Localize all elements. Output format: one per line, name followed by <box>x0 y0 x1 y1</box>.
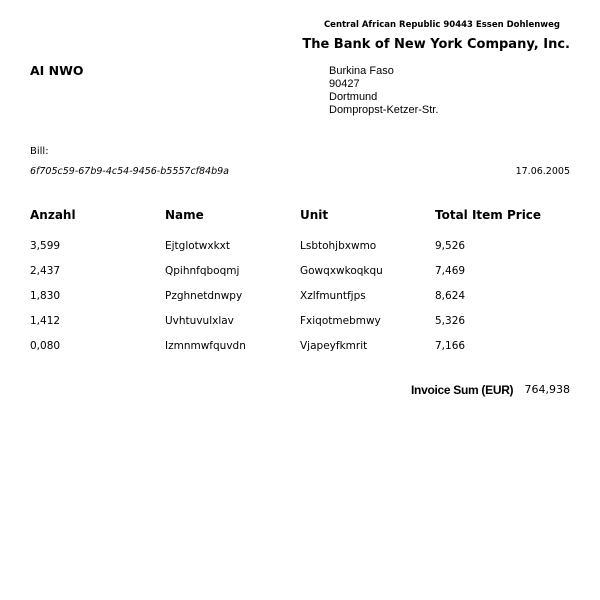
bill-date: 17.06.2005 <box>515 166 570 177</box>
company-name: The Bank of New York Company, Inc. <box>302 37 570 52</box>
address-postcode: 90427 <box>329 78 360 90</box>
cell-unit: Lsbtohjbxwmo <box>300 240 377 252</box>
cell-total-price: 7,166 <box>435 340 466 352</box>
recipient-address <box>329 65 438 117</box>
header-unit: Unit <box>300 208 329 222</box>
cell-unit: Vjapeyfkmrit <box>300 340 368 352</box>
cell-unit: Gowqxwkoqkqu <box>300 265 383 277</box>
cell-name: Ejtglotwxkxt <box>165 240 231 252</box>
bill-label: Bill: <box>30 146 49 157</box>
header-total-item-price: Total Item Price <box>435 208 542 222</box>
bill-id: 6f705c59-67b9-4c54-9456-b5557cf84b9a <box>30 166 229 177</box>
address-street: Dompropst-Ketzer-Str. <box>329 104 439 116</box>
cell-quantity: 1,412 <box>30 315 61 327</box>
cell-quantity: 1,830 <box>30 290 61 302</box>
table-row <box>0 290 600 306</box>
cell-total-price: 8,624 <box>435 290 466 302</box>
cell-unit: Xzlfmuntfjps <box>300 290 366 302</box>
header-quantity: Anzahl <box>30 208 76 222</box>
address-country: Burkina Faso <box>329 65 394 77</box>
table-row <box>0 265 600 281</box>
table-row <box>0 315 600 331</box>
address-city: Dortmund <box>329 91 378 103</box>
cell-quantity: 3,599 <box>30 240 61 252</box>
cell-name: Qpihnfqboqmj <box>165 265 240 277</box>
cell-total-price: 5,326 <box>435 315 466 327</box>
cell-total-price: 7,469 <box>435 265 466 277</box>
sender-address-line: Central African Republic 90443 Essen Dohlenweg <box>323 20 560 30</box>
table-row <box>0 240 600 256</box>
cell-quantity: 2,437 <box>30 265 61 277</box>
invoice-sum-label: Invoice Sum (EUR) <box>411 383 514 397</box>
cell-unit: Fxiqotmebmwy <box>300 315 381 327</box>
cell-name: Uvhtuvulxlav <box>165 315 234 327</box>
invoice-sum-value: 764,938 <box>524 383 570 396</box>
table-row <box>0 340 600 356</box>
cell-quantity: 0,080 <box>30 340 61 352</box>
recipient-name: AI NWO <box>30 63 84 78</box>
header-name: Name <box>165 208 204 222</box>
cell-name: Izmnmwfquvdn <box>165 340 246 352</box>
cell-total-price: 9,526 <box>435 240 466 252</box>
cell-name: Pzghnetdnwpy <box>165 290 243 302</box>
